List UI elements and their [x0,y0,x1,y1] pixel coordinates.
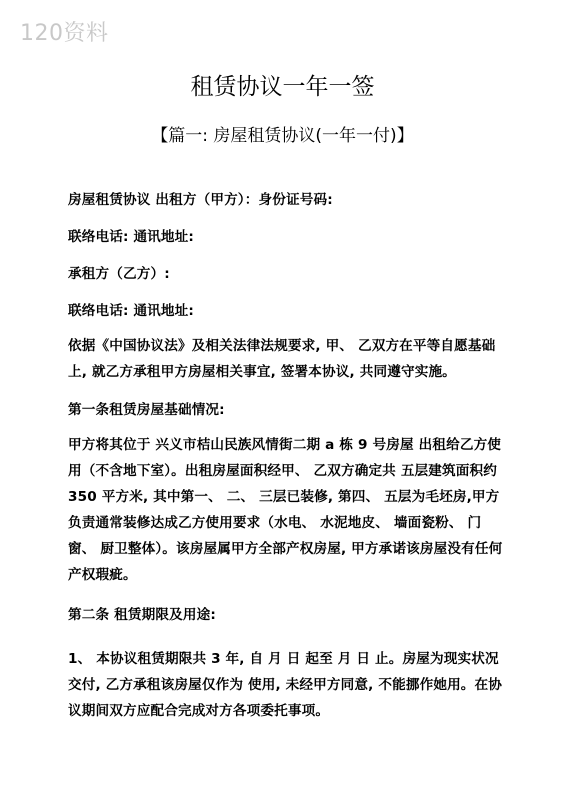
watermark: 120资料 [20,21,109,46]
lessor-line: 房屋租赁协议 出租方（甲方）：身份证号码: [68,192,333,208]
article-1-heading: 第一条租赁房屋基础情况: [68,402,225,418]
document-title: 租赁协议一年一签 [190,74,375,100]
lessor-contact-line: 联络电话: 通讯地址: [68,229,195,245]
document-subtitle: 【篇一: 房屋租赁协议(一年一付)】 [151,126,414,146]
article-2-clause-1: 1、 本协议租赁期限共 3 年, 自 月 日 起至 月 日 止。房屋为现实状况交付, 乙方承租该房屋仅作为 使用, 未经甲方同意, 不能挪作她用。在协议期间双方应配合完成对方各项委托事项。 [68,651,503,719]
article-1-paragraph: 甲方将其位于 兴义市桔山民族风情街二期 a 栋 9 号房屋 出租给乙方使用（不含地下室）。出租房屋面积经甲、 乙双方确定共 五层建筑面积约 350 平方米, 其中第一、 二、 三层已装修, 第四、 五层为毛坯房,甲方负责通常装修达成乙方使用要求（水电、 水泥地皮、 墙面瓷粉、 门窗、 厨卫整体）。该房屋属甲方全部产权房屋, 甲方承诺该房屋没有任何产权瑕疵。 [68,437,503,583]
article-2-heading: 第二条 租赁期限及用途: [68,607,216,623]
lessee-line: 承租方（乙方）: [68,266,170,282]
lessee-contact-line: 联络电话: 通讯地址: [68,303,195,319]
preamble-paragraph: 依据《中国协议法》及相关法律法规要求, 甲、 乙双方在平等自愿基础上, 就乙方承租甲方房屋相关事宜, 签署本协议, 共同遵守实施。 [68,338,496,380]
